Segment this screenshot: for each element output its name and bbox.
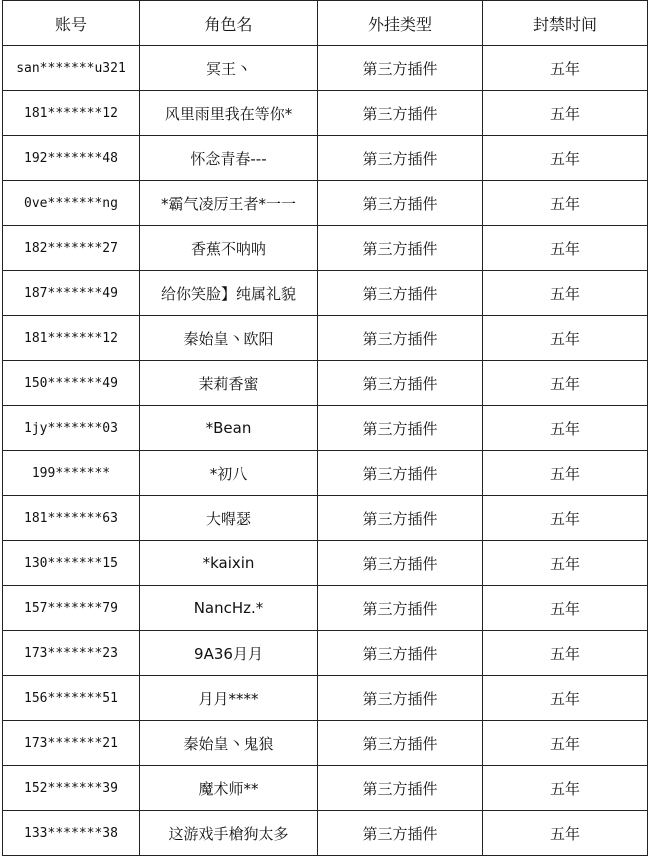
table-row [3, 91, 648, 136]
ban-duration-cell: 五年 [483, 226, 648, 271]
cheat-type-cell: 第三方插件 [318, 541, 483, 586]
table-body [3, 46, 648, 856]
account-cell: 181*******12 [3, 316, 140, 361]
cheat-type-cell: 第三方插件 [318, 316, 483, 361]
cheat-type-cell: 第三方插件 [318, 811, 483, 856]
account-cell: 152*******39 [3, 766, 140, 811]
table-row [3, 451, 648, 496]
cheat-type-cell: 第三方插件 [318, 721, 483, 766]
cheat-type-cell: 第三方插件 [318, 181, 483, 226]
header-account: 账号 [3, 1, 140, 46]
role-name-cell: 怀念青春--- [140, 136, 318, 181]
account-cell: 192*******48 [3, 136, 140, 181]
role-name-cell: *Bean [140, 406, 318, 451]
account-cell: 1jy*******03 [3, 406, 140, 451]
account-cell: 173*******23 [3, 631, 140, 676]
ban-duration-cell: 五年 [483, 721, 648, 766]
cheat-type-cell: 第三方插件 [318, 136, 483, 181]
ban-duration-cell: 五年 [483, 586, 648, 631]
account-cell: 0ve*******ng [3, 181, 140, 226]
cheat-type-cell: 第三方插件 [318, 91, 483, 136]
cheat-type-cell: 第三方插件 [318, 676, 483, 721]
table-row [3, 586, 648, 631]
cheat-type-cell: 第三方插件 [318, 496, 483, 541]
table-row [3, 136, 648, 181]
ban-duration-cell: 五年 [483, 181, 648, 226]
ban-duration-cell: 五年 [483, 406, 648, 451]
account-cell: 150*******49 [3, 361, 140, 406]
role-name-cell: 秦始皇丶鬼狼 [140, 721, 318, 766]
role-name-cell: 风里雨里我在等你* [140, 91, 318, 136]
account-cell: san*******u321 [3, 46, 140, 91]
table-row [3, 181, 648, 226]
cheat-type-cell: 第三方插件 [318, 406, 483, 451]
account-cell: 157*******79 [3, 586, 140, 631]
header-cheat-type: 外挂类型 [318, 1, 483, 46]
ban-duration-cell: 五年 [483, 136, 648, 181]
table-row [3, 496, 648, 541]
ban-duration-cell: 五年 [483, 451, 648, 496]
role-name-cell: 茉莉香蜜 [140, 361, 318, 406]
role-name-cell: *kaixin [140, 541, 318, 586]
table-row [3, 361, 648, 406]
table-row [3, 226, 648, 271]
role-name-cell: 给你笑脸】纯属礼貌 [140, 271, 318, 316]
role-name-cell: 这游戏手槍狗太多 [140, 811, 318, 856]
account-cell: 173*******21 [3, 721, 140, 766]
role-name-cell: 大嘚瑟 [140, 496, 318, 541]
table-row [3, 271, 648, 316]
table-row [3, 316, 648, 361]
role-name-cell: 月月**** [140, 676, 318, 721]
account-cell: 181*******12 [3, 91, 140, 136]
ban-duration-cell: 五年 [483, 811, 648, 856]
ban-duration-cell: 五年 [483, 271, 648, 316]
role-name-cell: *初八 [140, 451, 318, 496]
role-name-cell: 香蕉不呐呐 [140, 226, 318, 271]
table-row [3, 46, 648, 91]
cheat-type-cell: 第三方插件 [318, 361, 483, 406]
table-row [3, 631, 648, 676]
header-ban-duration: 封禁时间 [483, 1, 648, 46]
ban-list-table [2, 0, 648, 856]
cheat-type-cell: 第三方插件 [318, 46, 483, 91]
cheat-type-cell: 第三方插件 [318, 586, 483, 631]
cheat-type-cell: 第三方插件 [318, 631, 483, 676]
account-cell: 199******* [3, 451, 140, 496]
cheat-type-cell: 第三方插件 [318, 766, 483, 811]
role-name-cell: 冥王丶 [140, 46, 318, 91]
cheat-type-cell: 第三方插件 [318, 271, 483, 316]
account-cell: 187*******49 [3, 271, 140, 316]
account-cell: 181*******63 [3, 496, 140, 541]
account-cell: 156*******51 [3, 676, 140, 721]
header-role-name: 角色名 [140, 1, 318, 46]
cheat-type-cell: 第三方插件 [318, 451, 483, 496]
ban-duration-cell: 五年 [483, 541, 648, 586]
ban-duration-cell: 五年 [483, 631, 648, 676]
role-name-cell: 魔术师** [140, 766, 318, 811]
table-row [3, 676, 648, 721]
table-row [3, 766, 648, 811]
table-row [3, 541, 648, 586]
ban-duration-cell: 五年 [483, 316, 648, 361]
table-header-row [3, 1, 648, 46]
role-name-cell: 秦始皇丶欧阳 [140, 316, 318, 361]
table-row [3, 811, 648, 856]
cheat-type-cell: 第三方插件 [318, 226, 483, 271]
account-cell: 133*******38 [3, 811, 140, 856]
ban-duration-cell: 五年 [483, 496, 648, 541]
ban-duration-cell: 五年 [483, 361, 648, 406]
ban-duration-cell: 五年 [483, 46, 648, 91]
ban-duration-cell: 五年 [483, 676, 648, 721]
ban-duration-cell: 五年 [483, 766, 648, 811]
table-row [3, 406, 648, 451]
account-cell: 182*******27 [3, 226, 140, 271]
ban-duration-cell: 五年 [483, 91, 648, 136]
table-row [3, 721, 648, 766]
role-name-cell: *霸气凌厉王者*一一 [140, 181, 318, 226]
role-name-cell: NancHz.* [140, 586, 318, 631]
account-cell: 130*******15 [3, 541, 140, 586]
role-name-cell: 9A36月月 [140, 631, 318, 676]
